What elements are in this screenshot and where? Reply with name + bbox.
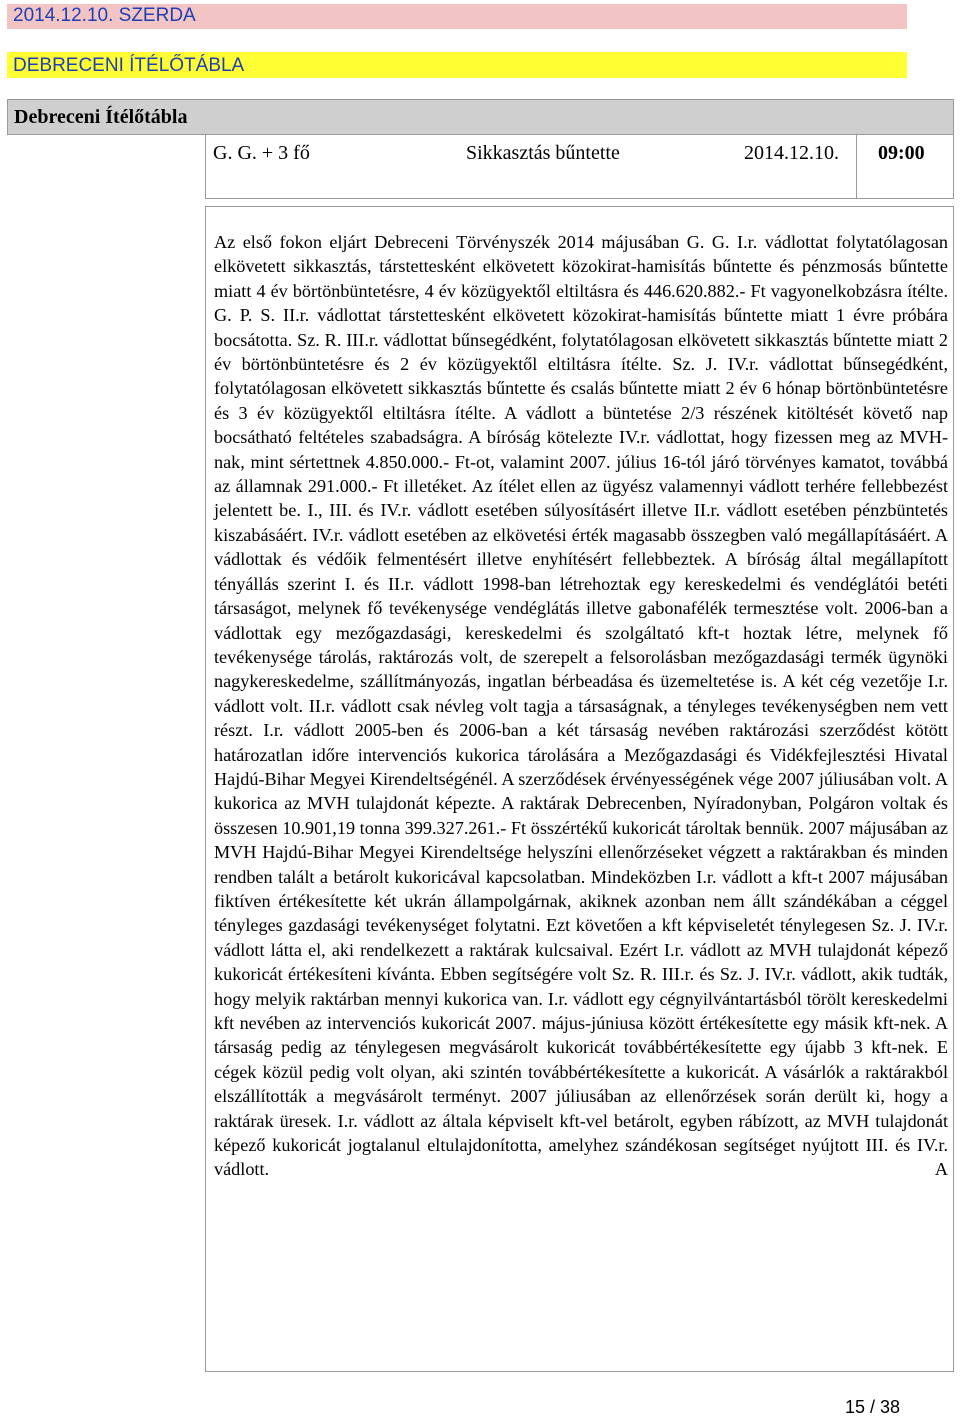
- page-number: 15 / 38: [845, 1397, 901, 1417]
- case-time: 09:00: [878, 142, 925, 164]
- case-description: Az első fokon eljárt Debreceni Törvényszék 2014 májusában G. G. I.r. vádlottat folytatólagosan elkövetett sikkasztás, társtettesként elkövetett közokirat-hamisítás bűntette és pénzmosás bűntette miatt 4 év börtönbüntetésre, 4 év közügyektől eltiltásra és 446.620.882.- Ft vagyonelkobzásra ítélte. G. P. S. II.r. vádlottat társtettesként elkövetett közokirat-hamisítás bűntette miatt 1 évre próbára bocsátotta. Sz. R. III.r. vádlottat bűnsegédként, folytatólagosan elkövetett sikkasztás bűntette miatt 2 év börtönbüntetésre és 2 év közügyektől eltiltásra ítélte. Sz. J. IV.r. vádlottat bűnsegédként, folytatólagosan elkövetett sikkasztás bűntette és csalás bűntette miatt 2 év 6 hónap börtönbüntetésre és 3 év közügyektől eltiltásra ítélte. A vádlott a büntetése 2/3 részének kitöltését követő nap bocsátható feltételes szabadságra. A bíróság kötelezte IV.r. vádlottat, hogy fizessen meg az MVH-nak, mint sértettnek 4.850.000.- Ft-ot, valamint 2007. július 16-tól járó törvényes kamatot, továbbá az államnak 291.000.- Ft illetéket. Az ítélet ellen az ügyész valamennyi vádlott terhére fellebbezést jelentett be. I., III. és IV.r. vádlott esetében súlyosításért illetve II.r. vádlott esetében pénzbüntetés kiszabásáért. IV.r. vádlott esetében az elkövetési érték magasabb összegben való megállapításáért. A vádlottak és védőik felmentésért illetve enyhítésért fellebbeztek. A bíróság által megállapított tényállás szerint I. és II.r. vádlott 1998-ban létrehoztak egy kereskedelmi és vendéglátói betéti társaságot, melynek fő tevékenysége vendéglátás illetve gabonafélék termesztése volt. 2006-ban a vádlottak egy mezőgazdasági, kereskedelmi és szolgáltató kft-t hoztak létre, melynek fő tevékenysége tárolás, raktározás volt, de szerepelt a felsorolásban mezőgazdasági termék ügynöki nagykereskedelme, szállítmányozás, ingatlan bérbeadása és üzemeltetése is. A két cég vezetője I.r. vádlott volt. II.r. vádlott csak névleg volt tagja a társaságnak, a tényleges tevékenységben nem vett részt. I.r. vádlott 2005-ben és 2006-ban a két társaság nevében raktározási szerződést kötött határozatlan időre intervenciós kukorica tárolására a Mezőgazdasági és Vidékfejlesztési Hivatal Hajdú-Bihar Megyei Kirendeltségénél. A szerződések érvényességének vége 2007 júliusában volt. A kukorica az MVH tulajdonát képezte. A raktárak Debrecenben, Nyíradonyban, Polgáron voltak és összesen 10.901,19 tonna 399.327.261.- Ft összértékű kukoricát tároltak bennük. 2007 májusában az MVH Hajdú-Bihar Megyei Kirendeltsége helyszíni ellenőrzéseket végzett a raktárakban és minden rendben talált a betárolt kukoricával kapcsolatban. Mindeközben I.r. vádlott a kft-t 2007 májusában fiktíven értékesítette két ukrán állampolgárnak, akiknek azonban nem állt szándékában a céggel tényleges gazdasági tevékenységet folytatni. Ezt követően a kft képviseletét ténylegesen Sz. J. IV.r. vádlott látta el, aki rendelkezett a raktárak kulcsaival. Ezért I.r. vádlott az MVH tulajdonát képező kukoricát értékesíteni kívánta. Ebben segítségére volt Sz. R. III.r. és Sz. J. IV.r. vádlott, akik tudták, hogy melyik raktárban mennyi kukorica van. I.r. vádlott egy cégnyilvántartásból törölt kereskedelmi kft nevében az intervenciós kukoricát 2007. május-júniusa között értékesítette egy másik kft-nek. A társaság pedig az ténylegesen megvásárolt kukoricát továbbértékesítette egy újabb 3 kft-nek. E cégek közül pedig volt olyan, aki szintén továbbértékesítette a kukoricát. A vásárlók a raktárakból elszállították a megvásárolt terményt. 2007 júliusában az ellenőrzések során derült ki, hogy a raktárak üresek. I.r. vádlott az általa képviselt kft-vel betárolt, egyben rábízott, az MVH tulajdonát képező kukoricát jogtalanul eltulajdonította, amelyhez szándékosan segítséget nyújtott III. és IV.r. vádlott. A: [214, 232, 948, 1180]
- case-parties: G. G. + 3 fő: [213, 142, 310, 164]
- court-header-bar: [7, 52, 907, 78]
- case-offense: Sikkasztás bűntette: [466, 142, 620, 164]
- court-header-text: DEBRECENI ÍTÉLŐTÁBLA: [13, 55, 245, 76]
- court-name-box: [7, 99, 954, 135]
- court-name: Debreceni Ítélőtábla: [14, 106, 188, 128]
- date-header-bar: [7, 4, 907, 29]
- case-date: 2014.12.10.: [744, 142, 839, 164]
- date-header-text: 2014.12.10. SZERDA: [13, 5, 196, 26]
- case-row: [205, 135, 954, 199]
- column-divider: [856, 135, 857, 198]
